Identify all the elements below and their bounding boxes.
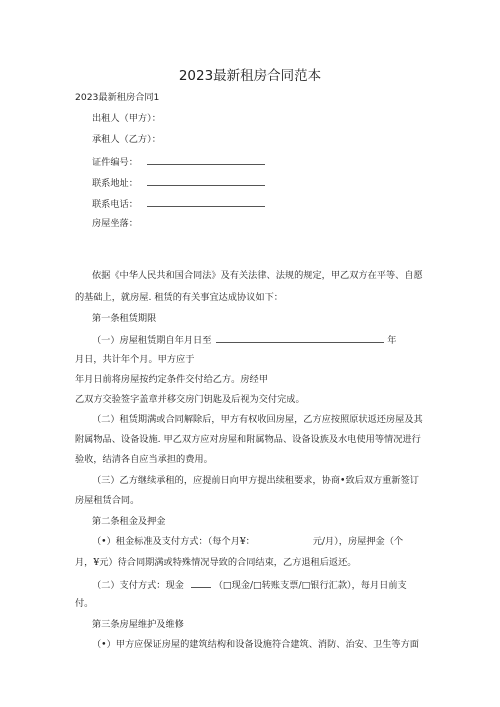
lessor-label: 出租人（甲方）： <box>92 113 161 124</box>
address-field <box>92 176 265 190</box>
article-1-clause-3-line-1: （三）乙方继续承租的，应提前日向甲方提出续租要求，协商•致后双方重新签订 <box>92 475 419 486</box>
payment-method-blank <box>191 578 211 588</box>
document-title: 2023最新租房合同范本 <box>178 68 322 84</box>
article-2-clause-1-line-2: 月，¥元）待合同期满或特殊情况导致的合同结束，乙方退租后返还。 <box>75 557 357 568</box>
id-number-label: 证件编号： <box>92 157 138 168</box>
house-location-field <box>92 218 138 230</box>
article-2-clause-1-line-1 <box>92 536 403 548</box>
article-2-clause-2-line-2: 付。 <box>75 598 94 609</box>
phone-field <box>92 197 265 211</box>
article-2-clause-2-text-b: （□现金/□转账支票/□银行汇款），每月日前支 <box>213 580 407 591</box>
article-1-clause-1-line-3: 年月日前将房屋按约定条件交付给乙方。房经甲 <box>75 374 268 385</box>
article-1-clause-1-text-b: 年 <box>387 335 397 346</box>
phone-blank <box>147 197 265 207</box>
article-1-clause-1-line-4: 乙双方交验签字盖章并移交房门钥匙及后视为交付完成。 <box>75 394 305 405</box>
document-subtitle: 2023最新租房合同1 <box>75 92 160 103</box>
article-2-clause-2-text-a: （二）支付方式：现金 <box>92 580 184 591</box>
house-location-label: 房屋坐落： <box>92 218 138 229</box>
lessee-field <box>92 134 161 146</box>
article-1-clause-1-line-2: 月日，共计年个月。甲方应于 <box>75 354 195 365</box>
id-number-field <box>92 155 265 169</box>
lessor-field <box>92 113 161 125</box>
article-1-clause-1-text-a: （一）房屋租赁期自年月日至 <box>92 335 212 346</box>
article-3-clause-1-line-1: （•）甲方应保证房屋的建筑结构和设备设施符合建筑、消防、治安、卫生等方面 <box>92 639 419 650</box>
article-2-heading: 第二条租金及押金 <box>92 516 166 527</box>
article-1-clause-1-line-1 <box>92 333 396 347</box>
address-label: 联系地址： <box>92 178 138 189</box>
lease-end-blank <box>216 333 384 343</box>
intro-line-1: 依据《中华人民共和国合同法》及有关法律、法规的规定，甲乙双方在平等、自愿 <box>92 270 423 281</box>
article-1-clause-2-line-2: 附属物品、设备设施. 甲乙双方应对房屋和附属物品、设备设族及水电使用等情况进行 <box>75 434 421 445</box>
lessee-label: 承租人（乙方）： <box>92 134 161 145</box>
article-2-clause-2-line-1 <box>92 578 407 592</box>
phone-label: 联系电话： <box>92 199 138 210</box>
article-1-clause-2-line-1: （二）租赁期满或合同解除后，甲方有权收回房屋，乙方应按照原状返还房屋及其 <box>92 414 423 425</box>
article-2-clause-1-text-b: 元/月），房屋押金（个 <box>312 536 404 547</box>
intro-line-2: 的基础上，就房屋. 租赁的有关事宜达成协议如下： <box>75 292 283 303</box>
article-1-clause-3-line-2: 房屋租赁合同。 <box>75 495 140 506</box>
article-1-heading: 第一条租赁期限 <box>92 313 157 324</box>
article-1-clause-2-line-3: 验收，结清各自应当承担的费用。 <box>75 454 213 465</box>
article-2-clause-1-text-a: （•）租金标准及支付方式：（每个月¥： <box>92 536 255 547</box>
article-3-heading: 第三条房屋维护及维修 <box>92 619 184 630</box>
address-blank <box>147 176 265 186</box>
id-number-blank <box>147 155 265 165</box>
